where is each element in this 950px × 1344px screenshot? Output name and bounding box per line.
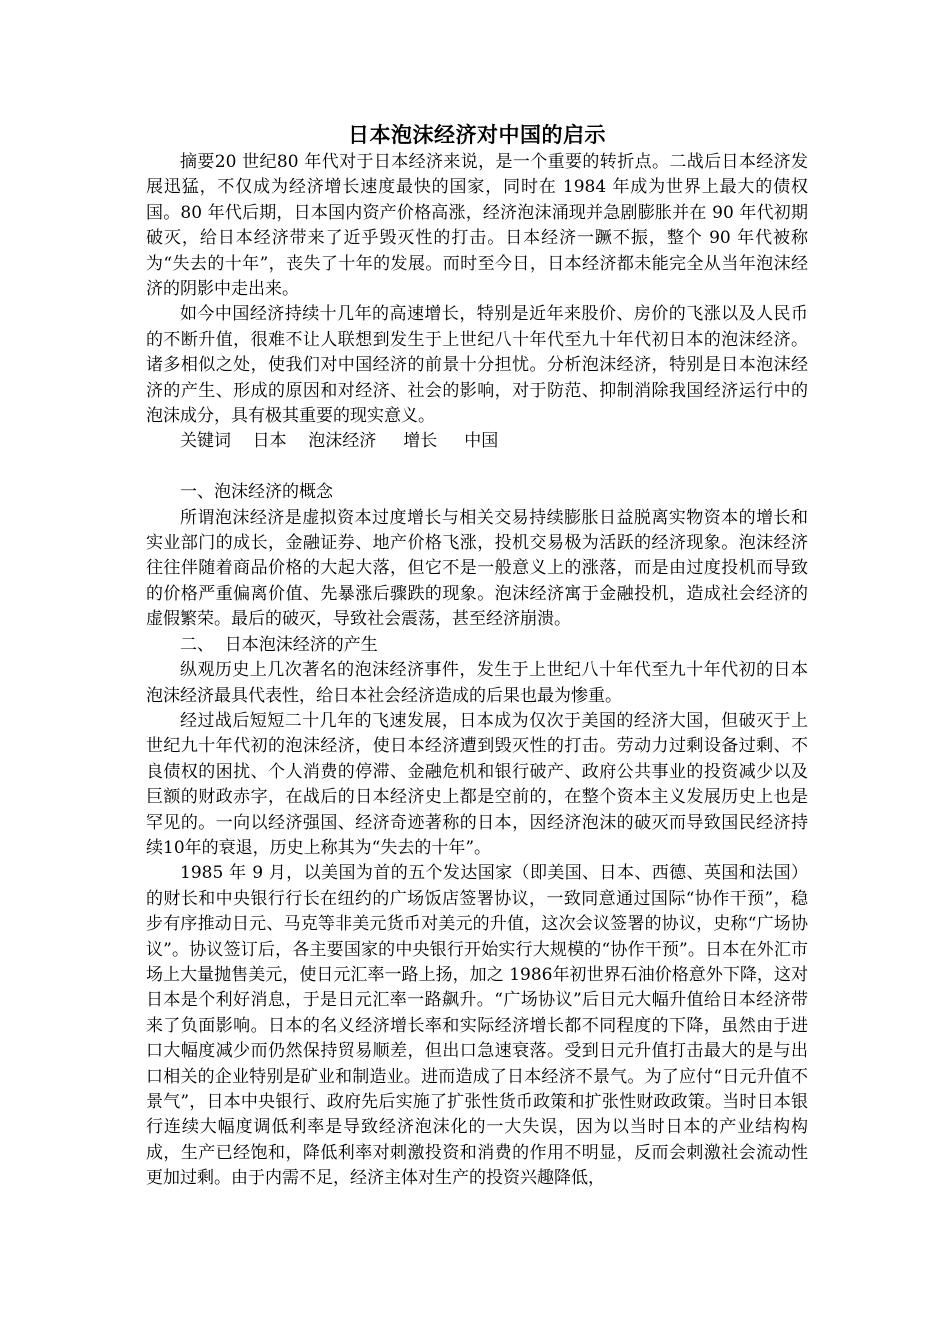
- blank-line: [146, 455, 808, 480]
- abstract-paragraph: 如今中国经济持续十几年的高速增长，特别是近年来股价、房价的飞涨以及人民币的不断升值，很难不让人联想到发生于上世纪八十年代至九十年代初日本的泡沫经济。诸多相似之处，使我们对中国经济的前景十分担忧。分析泡沫经济，特别是日本泡沫经济的产生、形成的原因和对经济、社会的影响，对于防范、抑制消除我国经济运行中的泡沫成分，具有极其重要的现实意义。: [146, 304, 808, 427]
- document-title: 日本泡沫经济对中国的启示: [348, 123, 606, 147]
- section-heading-2: 二、 日本泡沫经济的产生: [180, 634, 378, 655]
- abstract-paragraph: 摘要20 世纪80 年代对于日本经济来说，是一个重要的转折点。二战后日本经济发展迅猛，不仅成为经济增长速度最快的国家，同时在 1984 年成为世界上最大的债权国。80 年代后期，日本国内资产价格高涨，经济泡沫涌现并急剧膨胀并在 90 年代初期破灭，给日本经济带来了近乎毁灭性的打击。日本经济一蹶不振，整个 90 年代被称为“失去的十年”，丧失了十年的发展。而时至今日，日本经济都未能完全从当年泡沫经济的阴影中走出来。: [146, 152, 808, 300]
- body-paragraph: 1985 年 9 月，以美国为首的五个发达国家（即美国、日本、西德、英国和法国）的财长和中央银行行长在纽约的广场饭店签署协议，一致同意通过国际“协作干预”，稳步有序推动日元、马克等非美元货币对美元的升值，这次会议签署的协议，史称“广场协议”。协议签订后，各主要国家的中央银行开始实行大规模的“协作干预”。日本在外汇市场上大量抛售美元，使日元汇率一路上扬，加之 1986年初世界石油价格意外下降，这对日本是个利好消息，于是日元汇率一路飙升。“广场协议”后日元大幅升值给日本经济带来了负面影响。日本的名义经济增长率和实际经济增长都不同程度的下降，虽然由于进口大幅度减少而仍然保持贸易顺差，但出口急速衰落。受到日元升值打击最大的是与出口相关的企业特别是矿业和制造业。进而造成了日本经济不景气。为了应付“日元升值不景气”，日本中央银行、政府先后实施了扩张性货币政策和扩张性财政政策。当时日本银行连续大幅度调低利率是导致经济泡沫化的一大失误，因为以当时日本的产业结构构成，生产已经饱和，降低利率对刺激投资和消费的作用不明显，反而会刺激社会流动性更加过剩。由于内需不足，经济主体对生产的投资兴趣降低，: [146, 863, 808, 1189]
- body-paragraph: 经过战后短短二十几年的飞速发展，日本成为仅次于美国的经济大国，但破灭于上世纪九十年代初的泡沫经济，使日本经济遭到毁灭性的打击。劳动力过剩设备过剩、不良债权的困扰、个人消费的停滞、金融危机和银行破产、政府公共事业的投资减少以及巨额的财政赤字，在战后的日本经济史上都是空前的，在整个资本主义发展历史上也是罕见的。一向以经济强国、经济奇迹著称的日本，因经济泡沫的破灭而导致国民经济持续10年的衰退，历史上称其为“失去的十年”。: [146, 710, 808, 858]
- keywords-line: 关键词 日本 泡沫经济 增长 中国: [180, 431, 499, 452]
- body-paragraph: 所谓泡沫经济是虚拟资本过度增长与相关交易持续膨胀日益脱离实物资本的增长和实业部门的成长，金融证券、地产价格飞涨，投机交易极为活跃的经济现象。泡沫经济往往伴随着商品价格的大起大落，但它不是一般意义上的涨落，而是由过度投机而导致的价格严重偏离价值、先暴涨后骤跌的现象。泡沫经济寓于金融投机，造成社会经济的虚假繁荣。最后的破灭，导致社会震荡，甚至经济崩溃。: [146, 507, 808, 630]
- document-page: [146, 120, 808, 1192]
- body-paragraph: 纵观历史上几次著名的泡沫经济事件，发生于上世纪八十年代至九十年代初的日本泡沫经济最具代表性，给日本社会经济造成的后果也最为惨重。: [146, 660, 808, 706]
- section-heading-1: 一、泡沫经济的概念: [180, 482, 333, 503]
